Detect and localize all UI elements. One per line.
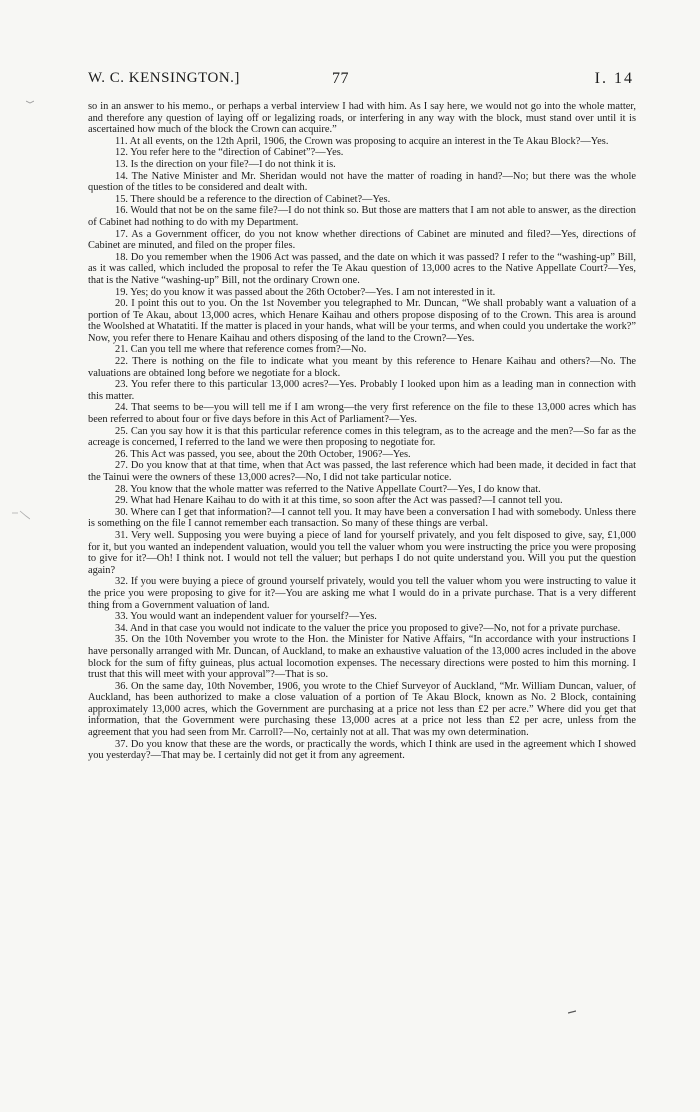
question-31: 31. Very well. Supposing you were buying a piece of land for yourself privately, and you felt disposed to give, say, £1,000 for it, but you wanted an independent valuation, would you tell the valuer whom you were instructing the price you were proposing to give for it?—Oh! I think not. I would not tell the valuer; but perhaps I do not quite understand you. Will you put the question again?: [88, 529, 636, 576]
question-37: 37. Do you know that these are the words, or practically the words, which I think are used in the agreement which I showed you yesterday?—That may be. I certainly did not get it from any agreement.: [88, 738, 636, 762]
header-witness-name: W. C. KENSINGTON.]: [88, 70, 240, 86]
page-header: [88, 70, 634, 90]
question-20: 20. I point this out to you. On the 1st November you telegraphed to Mr. Duncan, “We shall probably want a valuation of a portion of Te Akau, about 13,000 acres, which Henare Kaihau and others propose disposing of to the Crown. This area is around the Woolshed at Whatatiti. If the matter is placed in your hands, what will be your terms, and when could you undertake the work?” Now, you refer there to Henare Kaihau and others disposing of the land to the Crown?—Yes.: [88, 298, 636, 344]
question-12: 12. You refer here to the “direction of Cabinet”?—Yes.: [115, 147, 344, 159]
question-26: 26. This Act was passed, you see, about the 20th October, 1906?—Yes.: [115, 448, 411, 460]
question-27: 27. Do you know that at that time, when that Act was passed, the last reference which had been made, it decided in fact that the Tainui were the owners of these 13,000 acres?—No, I did not take particular notice.: [88, 460, 636, 483]
question-22: 22. There is nothing on the file to indicate what you meant by this reference to Henare Kaihau and others?—No. The valuations are obtained long before we negotiate for a block.: [88, 356, 636, 379]
question-16: 16. Would that not be on the same file?—I do not think so. But those are matters that I am not able to answer, as the direction of Cabinet had nothing to do with my Department.: [88, 205, 636, 228]
document-reference: I. 14: [594, 70, 634, 87]
question-17: 17. As a Government officer, do you not know whether directions of Cabinet are minuted and filed?—Yes, directions of Cabinet are minuted, and filed on the proper files.: [88, 228, 636, 252]
question-25: 25. Can you say how it is that this particular reference comes in this telegram, as to the acreage and the men?—So far as the acreage is concerned, I referred to the land we were then proposing to negotiate for.: [88, 425, 636, 449]
question-33: 33. You would want an independent valuer for yourself?—Yes.: [115, 611, 377, 623]
question-29: 29. What had Henare Kaihau to do with it at this time, so soon after the Act was passed?—I cannot tell you.: [115, 495, 563, 507]
question-13: 13. Is the direction on your file?—I do not think it is.: [115, 158, 336, 170]
question-35: 35. On the 10th November you wrote to the Hon. the Minister for Native Affairs, “In accordance with your instructions I have personally arranged with Mr. Duncan, of Auckland, to make an exhaustive valuation of the 13,000 acres included in the above block for the sum of fifty guineas, plus actual locomotion expenses. The necessary directions were posted to him this morning. I trust that this will meet with your approval”?—That is so.: [88, 634, 636, 681]
page-body: [88, 101, 636, 762]
question-23: 23. You refer there to this particular 13,000 acres?—Yes. Probably I looked upon him as a leading man in connection with this matter.: [88, 379, 636, 402]
question-19: 19. Yes; do you know it was passed about the 26th October?—Yes. I am not interested in it.: [115, 286, 496, 298]
question-14: 14. The Native Minister and Mr. Sheridan would not have the matter of roading in hand?—No; but there was the whole question of the titles to be considered and dealt with.: [88, 170, 636, 194]
question-21: 21. Can you tell me where that reference comes from?—No.: [115, 344, 367, 356]
question-34: 34. And in that case you would not indicate to the valuer the price you proposed to give?—No, not for a private purchase.: [115, 622, 621, 634]
question-28: 28. You know that the whole matter was referred to the Native Appellate Court?—Yes, I do know that.: [115, 483, 541, 495]
continuation-paragraph: so in an answer to his memo., or perhaps a verbal interview I had with him. As I say here, we would not go into the whole matter, and therefore any question of laying off or legalizing roads, or interfering in any way with the block, must stand over until it is ascertained how much of the block the Crown can acquire.”: [88, 101, 636, 136]
question-36: 36. On the same day, 10th November, 1906, you wrote to the Chief Surveyor of Auckland, “Mr. William Duncan, valuer, of Auckland, has been authorized to make a close valuation of a portion of Te Akau Block, known as No. 2 Block, containing approximately 13,000 acres, which the Government are purchasing at a price not less than £2 per acre.” Where did you get that information, that the Government were purchasing these 13,000 acres at a price not less than £2 per acre, unless from the agreement that you had seen from Mr. Carroll?—No, certainly not at all. That was my own determination.: [88, 680, 636, 739]
question-32: 32. If you were buying a piece of ground yourself privately, would you tell the valuer whom you were instructing to value it the price you were proposing to give for it?—You are asking me what I would do in a private purchase. That is a very different thing from a Government valuation of land.: [88, 576, 636, 611]
question-15: 15. There should be a reference to the direction of Cabinet?—Yes.: [115, 193, 391, 205]
margin-mark: [568, 1010, 576, 1014]
question-18: 18. Do you remember when the 1906 Act was passed, and the date on which it was passed? I refer to the “washing-up” Bill, as it was called, which included the proposal to refer the Te Akau question of 13,000 acres to the Native Appellate Court?—Yes, that is the Native “washing-up” Bill, not the ordinary Crown one.: [88, 251, 636, 286]
page-number: 77: [332, 70, 349, 87]
question-30: 30. Where can I get that information?—I cannot tell you. It may have been a conversation I had with somebody. Unless there is something on the file I cannot remember each transaction. So many of these things are verbal.: [88, 506, 636, 530]
question-24: 24. That seems to be—you will tell me if I am wrong—the very first reference on the file to these 13,000 acres which has been referred to about four or five days before in this Act of Parliament?—Yes.: [88, 402, 636, 426]
margin-mark: [26, 100, 34, 104]
question-11: 11. At all events, on the 12th April, 1906, the Crown was proposing to acquire an interest in the Te Akau Block?—Yes.: [115, 135, 609, 147]
margin-mark: [12, 510, 30, 520]
